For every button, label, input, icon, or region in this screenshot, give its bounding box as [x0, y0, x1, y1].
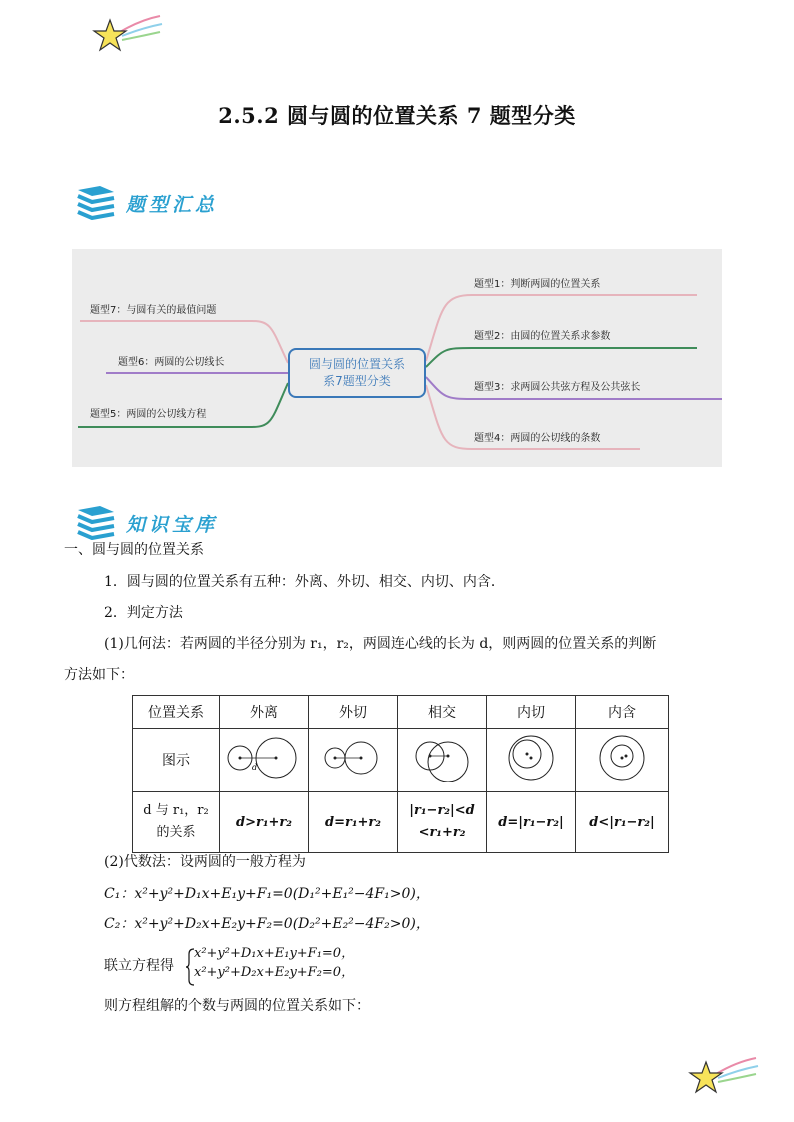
mind-map-node-type1: 题型1：判断两圆的位置关系: [474, 279, 601, 290]
equation-c2: C₂：x²+y²+D₂x+E₂y+F₂=0(D₂²+E₂²−4F₂>0)，: [104, 916, 430, 932]
svg-text:d: d: [252, 763, 258, 772]
algebra-intro: (2)代数法：设两圆的一般方程为: [104, 854, 306, 870]
knowledge-heading-1: 一、圆与圆的位置关系: [64, 542, 204, 558]
mind-map-node-type5: 题型5：两圆的公切线方程: [90, 409, 207, 420]
table-header-cell: 内含: [576, 696, 669, 729]
table-header-cell: 位置关系: [133, 696, 220, 729]
condition-label-line1: d 与 r₁，r₂: [143, 803, 209, 818]
circles-intersect-diagram: [402, 734, 482, 782]
mind-map-node-type6: 题型6：两圆的公切线长: [118, 357, 225, 368]
mind-map-node-type3: 题型3：求两圆公共弦方程及公共弦长: [474, 382, 641, 393]
condition-separate: d>r₁+r₂: [220, 792, 309, 853]
diagram-internal-tangent: [487, 729, 576, 792]
mind-map: [72, 249, 722, 467]
section-heading-knowledge: [74, 502, 274, 542]
condition-intersect-line2: <r₁+r₂: [418, 825, 466, 840]
condition-intersect: [398, 792, 487, 853]
mind-map-node-type2: 题型2：由圆的位置关系求参数: [474, 331, 611, 342]
condition-contain: d<|r₁−r₂|: [576, 792, 669, 853]
table-header-cell: 相交: [398, 696, 487, 729]
center-line-2: 系7题型分类: [323, 374, 391, 388]
mind-map-node-type4: 题型4：两圆的公切线的条数: [474, 433, 601, 444]
condition-intersect-line1: |r₁−r₂|<d: [409, 803, 475, 818]
table-cell-diagram-label: 图示: [133, 729, 220, 792]
diagram-intersect: [398, 729, 487, 792]
knowledge-paragraph-1: 1．圆与圆的位置关系有五种：外离、外切、相交、内切、内含．: [104, 574, 505, 590]
diagram-contain: [576, 729, 669, 792]
knowledge-paragraph-3-line2: 方法如下：: [64, 667, 134, 683]
condition-internal-tangent: d=|r₁−r₂|: [487, 792, 576, 853]
section-heading-summary: [74, 182, 274, 222]
circles-external-tangent-diagram: [313, 734, 393, 782]
circles-separate-diagram: [224, 734, 304, 782]
book-stack-icon: [74, 184, 118, 220]
book-stack-icon: [74, 504, 118, 540]
mind-map-center-node: [288, 348, 426, 398]
position-relation-table: [132, 695, 669, 853]
knowledge-paragraph-2: 2．判定方法: [104, 605, 183, 621]
mind-map-node-type7: 题型7：与圆有关的最值问题: [90, 305, 217, 316]
table-header-cell: 外切: [309, 696, 398, 729]
section-heading-label: 知识宝库: [126, 514, 219, 536]
circles-internal-tangent-diagram: [491, 734, 571, 782]
table-header-row: [133, 696, 669, 729]
page-title: 2.5.2 圆与圆的位置关系 7 题型分类: [218, 103, 576, 128]
table-row-diagrams: [133, 729, 669, 792]
system-prefix: 联立方程得: [104, 958, 174, 974]
equation-c1: C₁：x²+y²+D₁x+E₁y+F₁=0(D₁²+E₁²−4F₁>0)，: [104, 886, 430, 902]
shooting-star-icon: [92, 14, 164, 58]
table-header-cell: 外离: [220, 696, 309, 729]
center-line-1: 圆与圆的位置关系: [308, 357, 405, 371]
system-equation-1: x²+y²+D₁x+E₁y+F₁=0，: [194, 946, 355, 961]
diagram-separate: [220, 729, 309, 792]
table-header-cell: 内切: [487, 696, 576, 729]
knowledge-paragraph-3-line1: (1)几何法：若两圆的半径分别为 r₁，r₂，两圆连心线的长为 d，则两圆的位置关系的判断: [104, 636, 657, 652]
circles-contain-diagram: [582, 734, 662, 782]
table-cell-condition-label: [133, 792, 220, 853]
condition-label-line2: 的关系: [156, 825, 196, 840]
table-row-conditions: [133, 792, 669, 853]
condition-external-tangent: d=r₁+r₂: [309, 792, 398, 853]
algebra-conclusion: 则方程组解的个数与两圆的位置关系如下：: [104, 998, 370, 1014]
system-equation-2: x²+y²+D₂x+E₂y+F₂=0，: [194, 965, 355, 980]
shooting-star-icon: [688, 1056, 760, 1100]
diagram-external-tangent: [309, 729, 398, 792]
section-heading-label: 题型汇总: [126, 194, 219, 216]
